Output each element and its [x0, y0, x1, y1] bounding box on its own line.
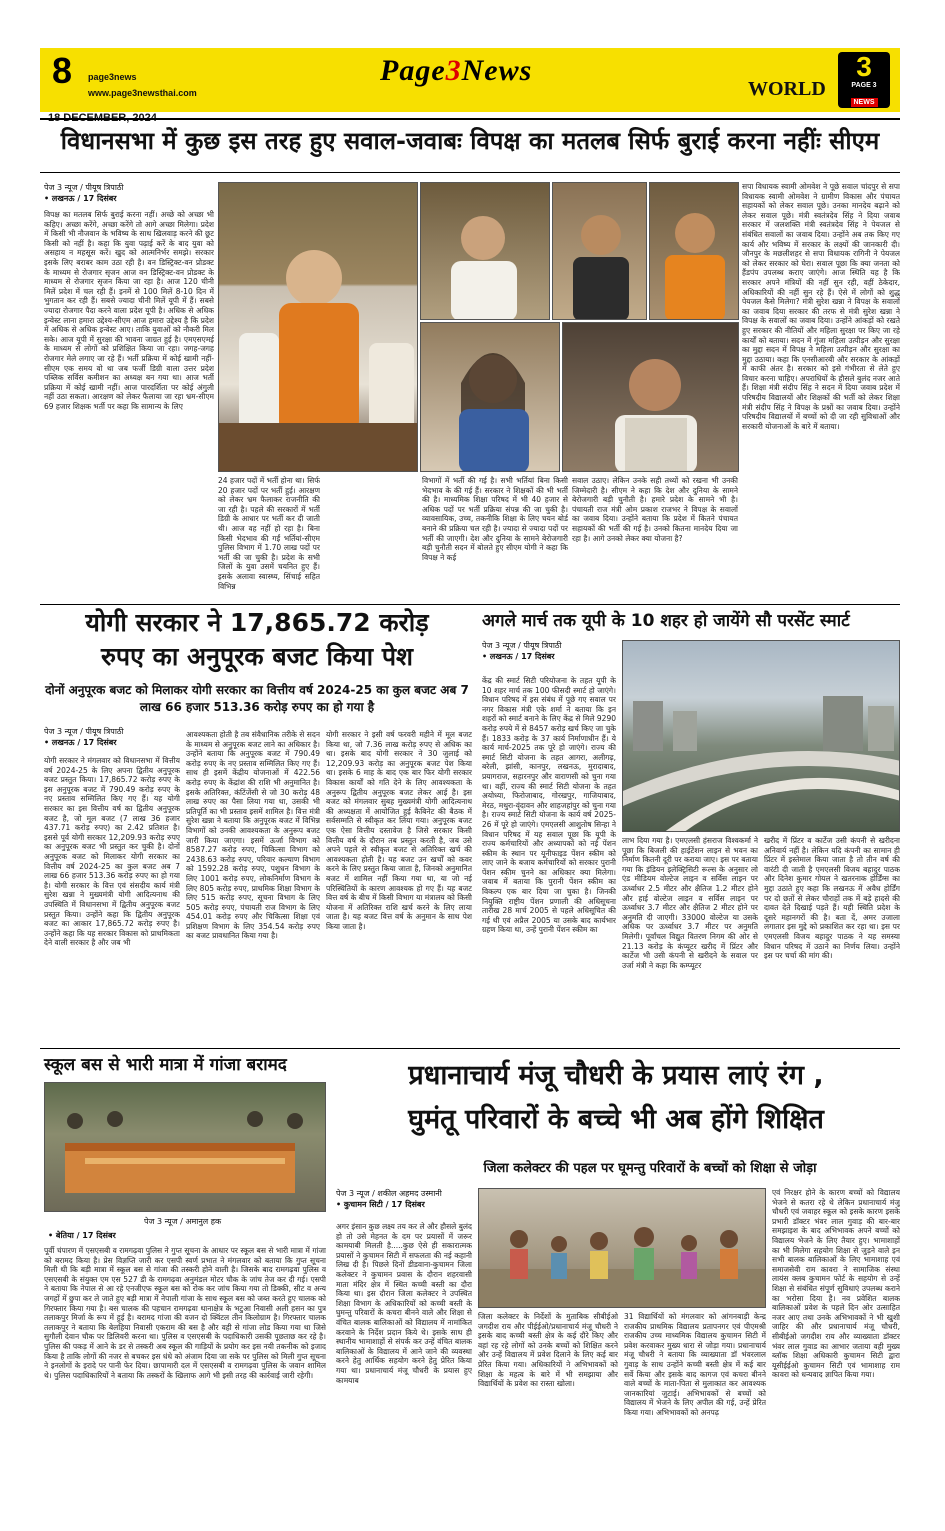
story2-author: पेज 3 न्यूज / पीयूष त्रिपाठी — [44, 727, 124, 736]
story4-body: पूर्वी चंपारण में एसएसबी व रामगढ़वा पुलिस ने गुप्त सूचना के आधार पर स्कूल बस से भारी मात्रा में गांजा को बरामद किया है। प्रेस विज्ञप्ति जारी कर एसपी स्वर्ण प्रभात ने मंगलवार को बताया कि गुप्त सूचना मिली थी कि बड़ी मात्रा में स्कूल बस से गांजा की तस्करी होने वाली है। जिसके बाद रामगढ़वा पुलिस व एसएसबी के संयुक्त एम एस 527 डी के रामगढ़वा अनुमंडल मोटर चौक के जांच तेज कर दी गई। एसपी ने बताया कि नेपाल से आ रहे एनजीएफ स्कूल बस को रोक कर जांच किया गया तो डिक्की, सीट व अन्य जगहों में छुपा कर ले जाते हुए बड़ी मात्रा में नेपाली गांजा के साथ स्कूल बस को जब्त करते हुए चालक को गिरफ्तार किया गया है। बस चालक की पहचान रामगढ़वा थानाक्षेत्र के भटुआ निवासी अली हसन का पुत्र तलाकपुर मिर्जा के रूप में हुई है। बरामद गांजा की वजन दो क्विंटल तीन किलोग्राम है। गिरफ्तार चालक तलाकपुर ने बताया कि बेलहिया निवासी एकराम की बस है और वही से गांजा लोड किया गया था जिसे सुगौली देवान चौक पर डिलिवरी करना था। पुलिस व एसएसबी के पदाधिकारी उसकी पूछताछ कर रहे है। पुलिस की पकड़ में आने के डर से तस्करी अब स्कूल की गाड़ियों के प्रयोग कर इस नयी तकनीक को इजाद किया है ताकि लोगों की नजर से बचकर इस धंधे को अंजाम दिया जा सके पर पुलिस को मिली गुप्त सूचना ने इनलोगों के इरादे पर पानी फेर दिया। छापामारी दल में एसएसबी व रामगढ़वा पुलिस के जवान शामिल थे। पुलिस पदाधिकारियों ने बताया कि तस्करों के खिलाफ आगे भी इसी तरह की कार्रवाई जारी रहेगी। — [44, 1246, 326, 1380]
story5-headline — [332, 1054, 900, 1142]
member-image-2 — [553, 183, 647, 320]
story2-byline — [44, 726, 174, 748]
story5-column-1: अगर इंसान कुछ लक्ष्य तय कर ले और हौसले बुलंद हो तो उसे मेहनत के दम पर प्रयासों में जरूर कामयाबी मिलती है.....कुछ ऐसे ही सकारात्मक प्रयासों ने कुचामन सिटी में सफलता की नई कहानी लिख दी है। पिछले दिनों डीडवाना-कुचामन जिला कलेक्टर ने कुचामन प्रवास के दौरान शहरवासी माता मंदिर क्षेत्र में स्थित कच्ची बस्ती का दौरा किया था। इस दौरान जिला कलेक्टर ने उपस्थित शिक्षा विभाग के अधिकारियों को कच्ची बस्ती के घुमन्तु परिवारों के कचरा बीनने वाले और शिक्षा से वंचित बालक बालिकाओं को विद्यालय में नामांकित करवाने के निर्देश प्रदान किये थे। इसके साथ ही स्थानीय भामाशाहों से संपर्क कर उन्हें वंचित बालक बालिकाओं के विद्यालय में आने जाने की व्यवस्था करने हेतु आर्थिक सहयोग करने हेतु प्रेरित किया गया था। प्रधानाचार्य मंजू चौधरी के प्रयास हुए कामयाब — [336, 1222, 472, 1385]
story4-headline: स्कूल बस से भारी मात्रा में गांजा बरामद — [44, 1055, 287, 1075]
story5-photo-children — [478, 1188, 766, 1308]
story1-byline — [44, 182, 214, 204]
story5-headline-line1: प्रधानाचार्य मंजू चौधरी के प्रयास लाएं रंग , — [408, 1060, 824, 1091]
badge-text: PAGE 3 — [851, 82, 877, 89]
story3-location: • लखनऊ / 17 दिसंबर — [482, 652, 555, 661]
logo-three: 3 — [445, 54, 462, 87]
story1-photo-cm — [218, 182, 418, 472]
cm-speaking-image — [219, 183, 418, 472]
story1-photo-4 — [649, 182, 739, 320]
member-image-5 — [563, 323, 739, 472]
story1-column-4: सवाल उठाए। लेकिन उनके सही तथ्यों को रखना भी उनकी जिम्मेदारी है। सीएम ने कहा कि देश और दुनिया के सामने बेरोजगारी बड़ी चुनौती है। हमारे प्रदेश के सामने भी है। पंचायती राज मंत्री ओम प्रकाश राजभर ने विपक्ष के सवालों का जवाब दिया। उन्होंने बताया कि प्रदेश में कितने पंचायत सहायकों की भर्ती की गई है। उनको कितना मानदेय दिया जा रहा है। आगे उनको लेकर क्या योजना है? — [572, 476, 738, 543]
issue-date: 18 DECEMBER, 2024 — [48, 112, 157, 124]
badge-news: NEWS — [851, 98, 878, 107]
story2-location: • लखनऊ / 17 दिसंबर — [44, 738, 117, 747]
ganja-seizure-image — [45, 1083, 326, 1212]
story3-column-2: लाभ दिया गया है। एमएलसी हंसराज विश्वकर्मा ने पूछा कि बिजली की हाईटेंशन लाइन से भवन का निर्माण कितनी दूरी पर कराया जाए। इस पर बताया गया कि इंडियन इलेक्ट्रिसिटी रूल्स के अनुसार लो एंड मीडियम वोल्टेज लाइन व सर्विस लाइन पर ऊर्ध्वाधर 2.5 मीटर और क्षैतिज 1.2 मीटर होने और हाई वोल्टेज लाइन व सर्विस लाइन पर ऊर्ध्वाधर 3.7 मीटर और क्षैतिज 2 मीटर होने पर अनुमति दी जाएगी। 33000 वोल्टेज या उसके अधिक पर ऊर्ध्वाधर 3.7 मीटर पर अनुमति मिलेगी। पूर्वांचल विद्युत वितरण निगम की ओर से 21.13 करोड़ के कंप्यूटर खरीद में प्रिंटर और कार्टेज भी उसी कंपनी से खरीदने के सवाल पर उर्जा मंत्री ने कहा कि कम्प्यूटर — [622, 836, 758, 970]
story3-headline: अगले मार्च तक यूपी के 10 शहर हो जायेंगे सौ परसेंट स्मार्ट — [482, 611, 850, 631]
divider — [40, 1048, 900, 1049]
brand-badge — [838, 52, 890, 108]
story3-column-3: खरीद में प्रिंटर व कार्टेज उसी कंपनी से खरीदना अनिवार्य नहीं है। लेकिन यदि कंपनी का सामान ही प्रिंटर में इस्तेमाल किया जाता है तो तीन वर्ष की वारंटी दी जाती है एमएलसी विजय बहादुर पाठक और दिनेश कुमार गोयल ने खतरनाक होर्डिंग्स का मुद्दा उठाते हुए कहा कि लखनऊ में अवैध होर्डिंग पर दो छतों से लेकर चौराहों तक में बड़े हादसे की दावत देते दिखाई पड़ते हैं। यही स्थिति प्रदेश के दूसरे महानगरों की है। बता दें, अमर उजाला लगातार इस मुद्दे को प्रकाशित कर रहा था। इस पर एमएलसी विजय बहादुर पाठक ने यह समस्या विधान परिषद में उठाने का निर्णय लिया। उन्होंने इस पर चर्चा की मांग की। — [764, 836, 900, 961]
story5-headline-line2: घुमंतू परिवारों के बच्चे भी अब होंगे शिक्षित — [408, 1104, 824, 1135]
story1-headline: विधानसभा में कुछ इस तरह हुए सवाल-जवाबः विपक्ष का मतलब सिर्फ बुराई करना नहींः सीएम — [60, 127, 880, 155]
logo — [380, 54, 532, 88]
story5-location: • कुचामन सिटी / 17 दिसंबर — [336, 1200, 425, 1209]
divider — [40, 118, 900, 120]
member-image-3 — [650, 183, 739, 320]
story5-byline — [336, 1188, 486, 1210]
member-image-1 — [421, 183, 550, 320]
logo-left: Page — [380, 54, 446, 87]
story2-headline-line1: योगी सरकार ने 17,865.72 करोड़ — [85, 608, 429, 637]
story1-column-2: 24 हजार पदों में भर्ती होना था। सिर्फ 20 हजार पदों पर भर्ती हुई। आरक्षण को लेकर भ्रम फैलाकर राजनीति की जा रही है। पहले की सरकारों में भर्ती डिग्री के आधार पर भर्ती कर दी जाती थी। आज वह नहीं हो रहा है। बिना किसी भेदभाव की गईं भर्तियां-सीएम पुलिस विभाग में 1.70 लाख पदों पर भर्ती की जा चुकी है। प्रदेश के सभी जिलों के युवा उसमें चयनित हुए हैं। इसके अलावा स्वास्थ्य, सिंचाई सहित विभिन्न — [218, 476, 320, 591]
story1-author: पेज 3 न्यूज / पीयूष त्रिपाठी — [44, 183, 124, 192]
story1-column-3: विभागों में भर्ती की गई है। सभी भर्तियां बिना किसी भेदभाव के की गई हैं। सरकार ने शिक्षकों की भी भर्ती की है। माध्यमिक शिक्षा परिषद में भी 40 हजार से अधिक पदों पर भर्ती प्रक्रिया संपन्न की जा चुकी है। व्यावसायिक, उच्च, तकनीकि शिक्षा के लिए चयन बोर्ड बनाने की प्रक्रिया चल रही है। ज्यादा से ज्यादा पदों पर भर्ती की जाएगी। देश और दुनिया के सामने बेरोजगारी बड़ी चुनौती सदन में बोलते हुए सीएम योगी ने कहा कि विपक्ष ने कई — [422, 476, 568, 562]
story2-column-3: योगी सरकार ने इसी वर्ष फरवरी महीने में मूल बजट किया था, जो 7.36 लाख करोड़ रुपए से अधिक का था। इसके बाद योगी सरकार ने 30 जुलाई को 12,209.93 करोड़ का अनुपूरक बजट पेश किया था। इसके 6 माह के बाद एक बार फिर योगी सरकार विकास कार्यों को गति देने के लिए आवश्यकता के अनुरूप द्वितीय अनुपूरक बजट लेकर आई है। इस बजट को मंगलवार सुबह मुख्यमंत्री योगी आदित्यनाथ की अध्यक्षता में आयोजित हुई कैबिनेट की बैठक में सर्वसम्मति से स्वीकृत कर लिया गया। अनुपूरक बजट एक ऐसा वित्तीय दस्तावेज है जिसे सरकार किसी वित्तीय वर्ष के दौरान तब प्रस्तुत करती है, जब उसे अपने पहले से स्वीकृत बजट से अतिरिक्त खर्च की आवश्यकता होती है। यह बजट उन खर्चों को कवर करने के लिए प्रस्तुत किया जाता है, जिनको अनुमानित बजट में शामिल नहीं किया गया था, या जो नई परिस्थितियों के कारण आवश्यक हो गए हैं। यह बजट वित्त वर्ष के बीच में किसी विभाग या मंत्रालय को किसी योजना में अतिरिक्त राशि खर्च करने के लिए लाया जाता है। यह बजट वित्त वर्ष के अनुमान के साथ पेश किया जाता है। — [326, 730, 472, 931]
story5-subhead: जिला कलेक्टर की पहल पर घूमन्तु परिवारों के बच्चों को शिक्षा से जोड़ा — [483, 1161, 817, 1176]
page-number: 8 — [52, 50, 73, 91]
story4-location: • बेतिया / 17 दिसंबर — [48, 1231, 116, 1240]
story1-photo-3 — [552, 182, 647, 320]
story1-location: • लखनऊ / 17 दिसंबर — [44, 194, 117, 203]
story2-subhead: दोनों अनुपूरक बजट को मिलाकर योगी सरकार का वित्तीय वर्ष 2024-25 का कुल बजट अब 7 लाख 66 हजार 513.36 करोड़ रुपए का हो गया है — [45, 683, 469, 714]
story3-column-1: केंद्र की स्मार्ट सिटी परियोजना के तहत यूपी के 10 शहर मार्च तक 100 फीसदी स्मार्ट हो जाएंगे। विधान परिषद में इस संबंध में पूछे गए सवाल पर नगर विकास मंत्री एके शर्मा ने बताया कि इन शहरों को स्मार्ट बनाने के लिए केंद्र से मिले 9290 करोड़ रुपये में से 8457 करोड़ खर्च किए जा चुके हैं। 1833 करोड़ के 37 कार्य निर्माणाधीन हैं। ये कार्य मार्च-2025 तक पूरे हो जाएंगे। राज्य की स्मार्ट सिटी योजना के तहत आगरा, अलीगढ़, बरेली, झांसी, कानपुर, लखनऊ, मुरादाबाद, प्रयागराज, सहारनपुर और वाराणसी को चुना गया था। वहीं, राज्य की स्मार्ट सिटी योजना के तहत अयोध्या, फिरोजाबाद, गोरखपुर, गाजियाबाद, मेरठ, मथुरा-वृंदावन और शाहजहांपुर को चुना गया है। राज्य स्मार्ट सिटी योजना के कार्य वर्ष 2025-26 में पूरे हो जाएंगे। एमएलसी आशुतोष सिन्हा ने विधान परिषद में यह सवाल पूछा कि यूपी के राज्य कर्मचारियों और अध्यापकों को नई पेंशन स्कीम के स्थान पर यूनीफाइड पेंशन स्कीम को लाए जाने के बजाय कर्मचारियों को सरकार पुरानी पेंशन स्कीम चुनने का अधिकार क्या मिलेगा। जवाब में बताया कि पुरानी पेंशन स्कीम का विकल्प एक बार दिया जा चुका है। जिनकी नियुक्ति राष्ट्रीय पेंशन प्रणाली की अधिसूचना तारीख 28 मार्च 2005 से पहले अधिसूचित की गई थी एवं अप्रैल 2005 या उसके बाद कार्यभार ग्रहण किया था, उन्हें पुरानी पेंशन स्कीम का — [482, 676, 616, 935]
story1-photo-2 — [420, 182, 550, 320]
badge-number: 3 — [856, 51, 872, 82]
masthead — [40, 48, 900, 112]
story3-byline — [482, 640, 632, 662]
divider — [40, 172, 900, 173]
story1-column-1: विपक्ष का मतलब सिर्फ बुराई करना नहीं। अच्छे को अच्छा भी कहिए। अच्छा करेंगे, अच्छा करेंगे तो आगे अच्छा मिलेगा। प्रदेश में किसी भी नौजवान के भविष्य के साथ खिलवाड़ करने की छूट किसी को नहीं है। कहा कि युवा पढ़ाई करें के बाद युवा को असहाय न महसूस करें। खुद को आत्मनिर्भर समझे। सरकार इसके लिए बराबर काम उठा रही है। वन डिस्ट्रिक्ट-वन प्रोडक्ट के माध्यम से रोजगार सृजन आज वन डिस्ट्रिक्ट-वन प्रोडक्ट के माध्यम से रोजगार सृजन किया जा रहा है। आज 120 चीनी मिलें प्रदेश में चल रही हैं। इनमें से 100 मिलें 8-10 दिन में भुगतान कर रही हैं। सबसे ज्यादा चीनी मिलें यूपी में हैं। सबसे ज्यादा रोजगार पैदा करने वाला प्रदेश यूपी है। अधिक से अधिक इन्वेस्ट लाना हमारा उद्देश्य-सीएम आज हमारा उद्देश्य है कि प्रदेश में अधिक से अधिक इन्वेस्ट आए। ताकि युवाओं को नौकरी मिल सके। आज यूपी में सुरक्षा की भावना जाग्रत हुई है। एमएसएमई के माध्यम से लोगों को प्रशिक्षित किया जा रहा। जगह-जगह रोजगार मेले लगाए जा रहे हैं। भर्ती प्रक्रिया में कोई खामी नहीं-सीएम एक समय वो था जब फर्जी डिग्री वाला उत्तर प्रदेश पब्लिक सर्विस कमीशन का अध्यक्ष बन गया था। आज भर्ती प्रक्रिया में कोई खामी नहीं। आज पारदर्शिता पर कोई अंगुली नहीं उठा सकता। आरक्षण को लेकर फैलाया जा रहा भ्रम-सीएम 69 हजार शिक्षक भर्ती पर कहा कि सामान्य के लिए — [44, 210, 214, 411]
smart-city-image — [623, 641, 900, 832]
children-school-image — [479, 1189, 766, 1308]
logo-right: News — [461, 54, 533, 87]
story3-author: पेज 3 न्यूज / पीयूष त्रिपाठी — [482, 641, 562, 650]
story5-author: पेज 3 न्यूज / शकील अहमद उस्मानी — [336, 1189, 442, 1198]
member-image-4 — [421, 323, 560, 472]
story5-column-3: 31 विद्यार्थियों को मंगलवार को आंगनबाड़ी केन्द्र राजकीय प्राथमिक विद्यालय प्रतापनगर एवं पीएमश्री राजकीय उच्च माध्यमिक विद्यालय कुचामन सिटी में प्रवेश करवाकर मुख्य धारा से जोड़ा गया। प्रधानाचार्य मंजू चौधरी ने बताया कि व्याख्याता डॉ भंवरलाल गुवाड़ के साथ उन्होंने कच्ची बस्ती क्षेत्र में कई बार सर्वे किया और इसके बाद कागज एवं कचरा बीनने वाले बच्चों के माता-पिता से मुलाकात कर आवश्यक जानकारियां जुटाई। अभिभावकों से बच्चों को विद्यालय में भेजने के लिए अपील की गई, उन्हें प्रेरित किया गया। अभिभावकों को अनपढ़ — [624, 1312, 766, 1417]
website-link[interactable]: www.page3newsthai.com — [88, 88, 197, 98]
story4-photo-seizure — [44, 1082, 326, 1212]
story1-photo-5 — [420, 322, 560, 472]
divider — [40, 604, 900, 605]
story4-author: पेज 3 न्यूज / अमानुल हक — [144, 1217, 222, 1226]
story3-photo-flyover — [622, 640, 900, 832]
story1-photo-6 — [562, 322, 739, 472]
story5-column-2: जिला कलेक्टर के निर्देशों के मुताबिक सीबीईओ जगदीश राय और पीईईओ/प्रधानाचार्य मंजू चौधरी ने इसके बाद कच्ची बस्ती क्षेत्र के कई दौरे किए और वहां रह रहे लोगों को उनके बच्चों को शिक्षित करने और उन्हें विद्यालय में प्रवेश दिलाने के लिए कई बार प्रेरित किया गया। अधिकारियों ने अभिभावकों को शिक्षा के महत्व के बारे में भी समझाया और विद्यार्थियों के प्रवेश का रास्ता खोला। — [478, 1312, 618, 1389]
story2-headline — [44, 606, 470, 674]
social-handle: page3news — [88, 72, 137, 82]
section-label: WORLD — [748, 78, 826, 100]
story5-column-4: एवं निरक्षर होने के कारण बच्चों को विद्यालय भेजने से कतरा रहे थे लेकिन प्रधानाचार्य मंजू चौधरी एवं जवाहर स्कूल को इसके कारण इसके प्रभारी डॉक्टर भंवर लाल गुवाड़ की बार-बार समझाइश के बाद अभिभावक अपने बच्चों को विद्यालय भेजने के लिए तैयार हुए। भामाशाहों का भी मिलेगा सहयोग शिक्षा से जुड़ने वाले इन सभी बालक बालिकाओं के लिए भामाशाह एवं समाजसेवी राम कावरा ने सामाजिक संस्था लायंस क्लब कुचामन फोर्ट के सहयोग से उन्हें शिक्षा से संबंधित संपूर्ण सुविधाएं उपलब्ध कराने का भरोसा दिया है। नव प्रवेशित बालक बालिकाओं प्रवेश के पहले दिन ओर उत्साहित नजर आए तथा उनके अभिभावकों ने भी खुशी जाहिर की और प्रधानाचार्य मंजू चौधरी, सीबीईओ जगदीश राय और व्याख्याता डॉक्टर भंवर लाल गुवाड का आभार जताया वही मुख्य ब्लॉक शिक्षा अधिकारी कुचामन सिटी द्वारा यूसीईईओ कुचामन सिटी एवं भामाशाह राम कावरा को धन्यवाद ज्ञापित किया गया। — [772, 1188, 900, 1380]
story1-column-5: सपा विधायक स्वामी ओमवेश ने पूछे सवाल चांदपुर से सपा विधायक स्वामी ओमवेश ने ग्रामीण विकास और पंचायत सहायकों को लेकर सवाल पूछे। उनका मानदेय बढ़ाने को लेकर सवाल पूछे। मंत्री स्वतंत्रदेव सिंह ने दिया जवाब सरकार में जलशक्ति मंत्री स्वतंत्रदेव सिंह ने पेयजल से संबंधित सवालों का जवाब दिया। उन्होंने अब तक किए गए कार्य और भविष्य में सरकार के लक्ष्यों की जानकारी दी। जौनपुर के मछलीशहर से सपा विधायक रागिनी ने पेयजल को लेकर सरकार को घेरा। सवाल पूछा कि क्या जनता को हैंडपंप उपलब्ध कराए जाएंगे। आज स्थिति यह है कि सरकार अपने मंत्रियों की नहीं सुन रही, वहीं ठेकेदार, अधिकारियों की नहीं सुन रहे हैं। ऐसे में लोगों को शुद्ध पेयजल कैसे मिलेगा? मंत्री सुरेश खन्ना ने विपक्ष के सवालों का जवाब दिया सरकार की तरफ से मंत्री सुरेश खन्ना ने विपक्ष के सवालों का जवाब दिया। उन्होंने आंकड़ों को रखते हुए सरकार की नीतियों और महिला सुरक्षा पर किए जा रहे कार्यों को बताया। सदन में गूंजा महिला उत्पीड़न और सुरक्षा का मुद्दा सदन में विपक्ष ने महिला उत्पीड़न और सुरक्षा का मुद्दा उठाया। कहा कि एनसीआरबी और सरकार के आंकड़ों में काफी अंतर है। सरकार को इसे गंभीरता से लेते हुए विचार करना चाहिए। अपराधियों के हौसले बुलंद नजर आते हैं। शिक्षा मंत्री संदीप सिंह ने सदन में दिया जवाब प्रदेश में परिषदीय विद्यालयों और शिक्षकों की भर्ती को लेकर शिक्षा मंत्री संदीप सिंह ने विपक्ष के प्रश्नों का जवाब दिया। उन्होंने परिषदीय विद्यालयों में बच्चों को दी जा रही सुविधाओं और सरकारी योजनाओं के बारे में बताया। — [742, 182, 900, 431]
story2-column-2: आवश्यकता होती है तब संवैधानिक तरीके से सदन के माध्यम से अनुपूरक बजट लाने का अधिकार है। उन्होंने बताया कि अनुपूरक बजट में 790.49 करोड़ रुपए के नए प्रस्ताव सम्मिलित किए गए हैं। साथ ही इसमें केंद्रीय योजनाओं में 422.56 करोड़ रुपए के केंद्रांश की राशि भी अनुमानित है। इसके अतिरिक्त, कंटिंजेंसी से जो 30 करोड़ 48 लाख रुपए का पैसा लिया गया था, उसकी भी प्रतिपूर्ति का भी प्रस्ताव इसमें शामिल है। वित्त मंत्री सुरेश खन्ना ने बताया कि अनुपूरक बजट में विभिन्न विभागों को उनकी आवश्यकता के अनुरूप बजट जारी किया जाएगा। इसमें ऊर्जा विभाग को 8587.27 करोड़ रुपए, चिकित्सा विभाग को 2438.63 करोड़ रुपए, परिवार कल्याण विभाग को 1592.28 करोड़ रुपए, पशुधन विभाग के लिए 1001 करोड़ रुपए, लोकनिर्माण विभाग के लिए 805 करोड़ रुपए, प्राथमिक शिक्षा विभाग के लिए 515 करोड़ रुपए, सूचना विभाग के लिए 505 करोड़ रुपए, पंचायती राज विभाग के लिए 454.01 करोड़ रुपए और चिकित्सा शिक्षा एवं प्रशिक्षण विभाग के लिए 354.54 करोड़ रुपए का बजट प्रावधानित किया गया है। — [186, 730, 320, 941]
story2-column-1: योगी सरकार ने मंगलवार को विधानसभा में वित्तीय वर्ष 2024-25 के लिए अपना द्वितीय अनुपूरक बजट प्रस्तुत किया। 17,865.72 करोड़ रुपए के इस अनुपूरक बजट में 790.49 करोड़ रुपए के नए प्रस्ताव सम्मिलित किए गए हैं। यह योगी सरकार का इस वित्तीय वर्ष का द्वितीय अनुपूरक बजट है, जो मूल बजट (7 लाख 36 हजार 437.71 करोड़ रुपए) का 2.42 प्रतिशत है। इससे पूर्व योगी सरकार 12,209.93 करोड़ रुपए का अनुपूरक बजट भी प्रस्तुत कर चुकी है। दोनों अनुपूरक बजट को मिलाकर योगी सरकार का वित्तीय वर्ष 2024-25 का कुल बजट अब 7 लाख 66 हजार 513.36 करोड़ रुपए का हो गया है। योगी सरकार के वित्त एवं संसदीय कार्य मंत्री सुरेश खन्ना ने मुख्यमंत्री योगी आदित्यनाथ की उपस्थिति में विधानसभा में द्वितीय अनुपूरक बजट प्रस्तुत किया। उन्होंने कहा कि द्वितीय अनुपूरक बजट का आकार 17,865.72 करोड़ रुपए है। उन्होंने कहा कि यह सरकार विकास को प्राथमिकता देने वाली सरकार है और जब भी — [44, 756, 180, 948]
story2-headline-line2: रुपए का अनुपूरक बजट किया पेश — [100, 642, 414, 671]
